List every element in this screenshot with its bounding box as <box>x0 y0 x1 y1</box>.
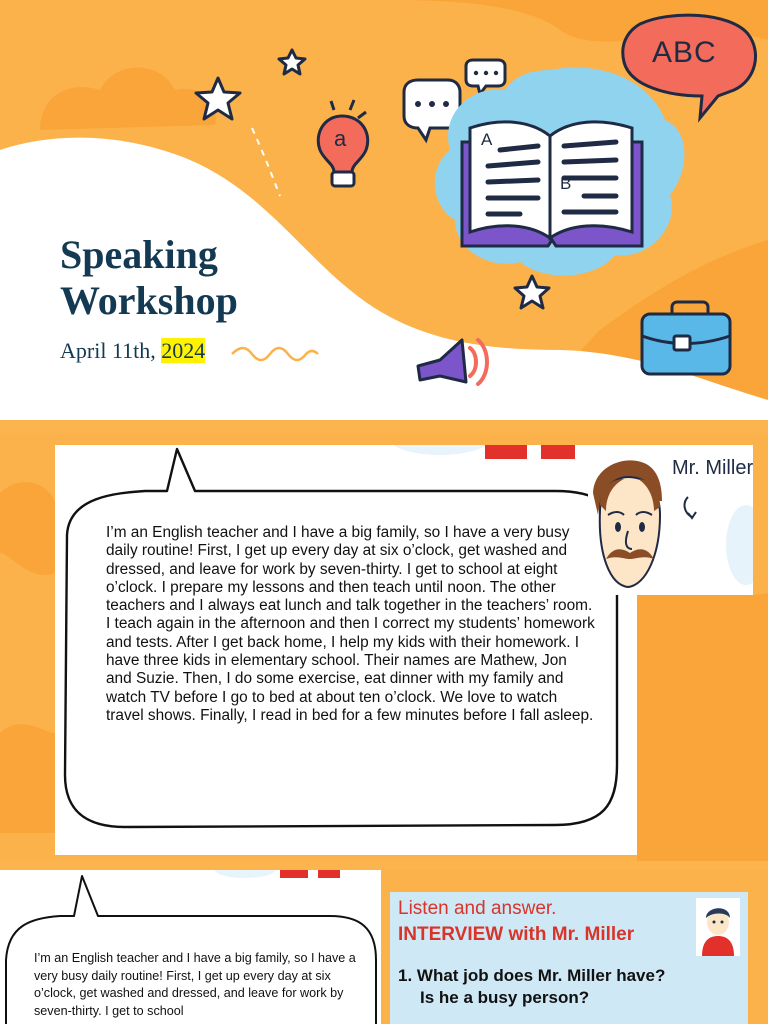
question-1-line-2: Is he a busy person? <box>420 988 590 1007</box>
story-card-small <box>0 870 381 1024</box>
title-line-2: Workshop <box>60 278 238 323</box>
book-letter-b: B <box>560 174 572 193</box>
page-title <box>60 232 238 324</box>
character-label: Mr. Miller <box>672 457 753 479</box>
star-icon <box>279 50 305 74</box>
date-prefix: April 11th, <box>60 338 162 363</box>
story-text: I’m an English teacher and I have a big family, so I have a very busy daily routine! First, I get up every day at six o’clock, get washed and dressed, and leave for work by seven-thirty. I get to school at eight o’clock. I prepare my lessons and then teach until noon. The other teachers and I always eat lunch and talk together in the teachers’ room. I teach again in the afternoon and then I correct my students’ homework and tests. After I get back home, I help my kids with their homework. I have three kids in elementary school. Their names are Mathew, Jon and Suzie. Then, I do some exercise, eat dinner with my family and watch TV before I go to bed at about ten o’clock. We love to watch travel shows. Finally, I read in bed for a few minutes before I fall asleep. <box>106 524 595 724</box>
story-card <box>55 445 637 855</box>
book-letter-a: A <box>481 130 493 149</box>
mr-miller-illustration <box>588 445 753 595</box>
briefcase-icon <box>642 302 730 374</box>
student-avatar-icon <box>696 898 740 956</box>
workshop-date <box>60 338 205 364</box>
date-year-highlighted: 2024 <box>161 338 206 363</box>
interview-heading: INTERVIEW with Mr. Miller <box>398 924 635 945</box>
bulb-letter: a <box>334 126 347 151</box>
interview-panel <box>390 892 748 1024</box>
story-text-excerpt: I’m an English teacher and I have a big family, so I have a very busy daily routine! First, I get up every day at six o’clock, get washed and dressed, and leave for work by seven-thirty. I get to school <box>34 951 356 1018</box>
abc-bubble-text: ABC <box>652 36 717 69</box>
title-line-1: Speaking <box>60 232 218 277</box>
question-1-line-1: 1. What job does Mr. Miller have? <box>398 966 666 985</box>
listen-instruction: Listen and answer. <box>398 898 557 919</box>
interview-slide <box>0 870 768 1024</box>
star-icon <box>515 276 549 308</box>
story-slide <box>0 433 768 861</box>
title-slide <box>0 0 768 420</box>
chat-bubble-icon <box>466 60 505 94</box>
